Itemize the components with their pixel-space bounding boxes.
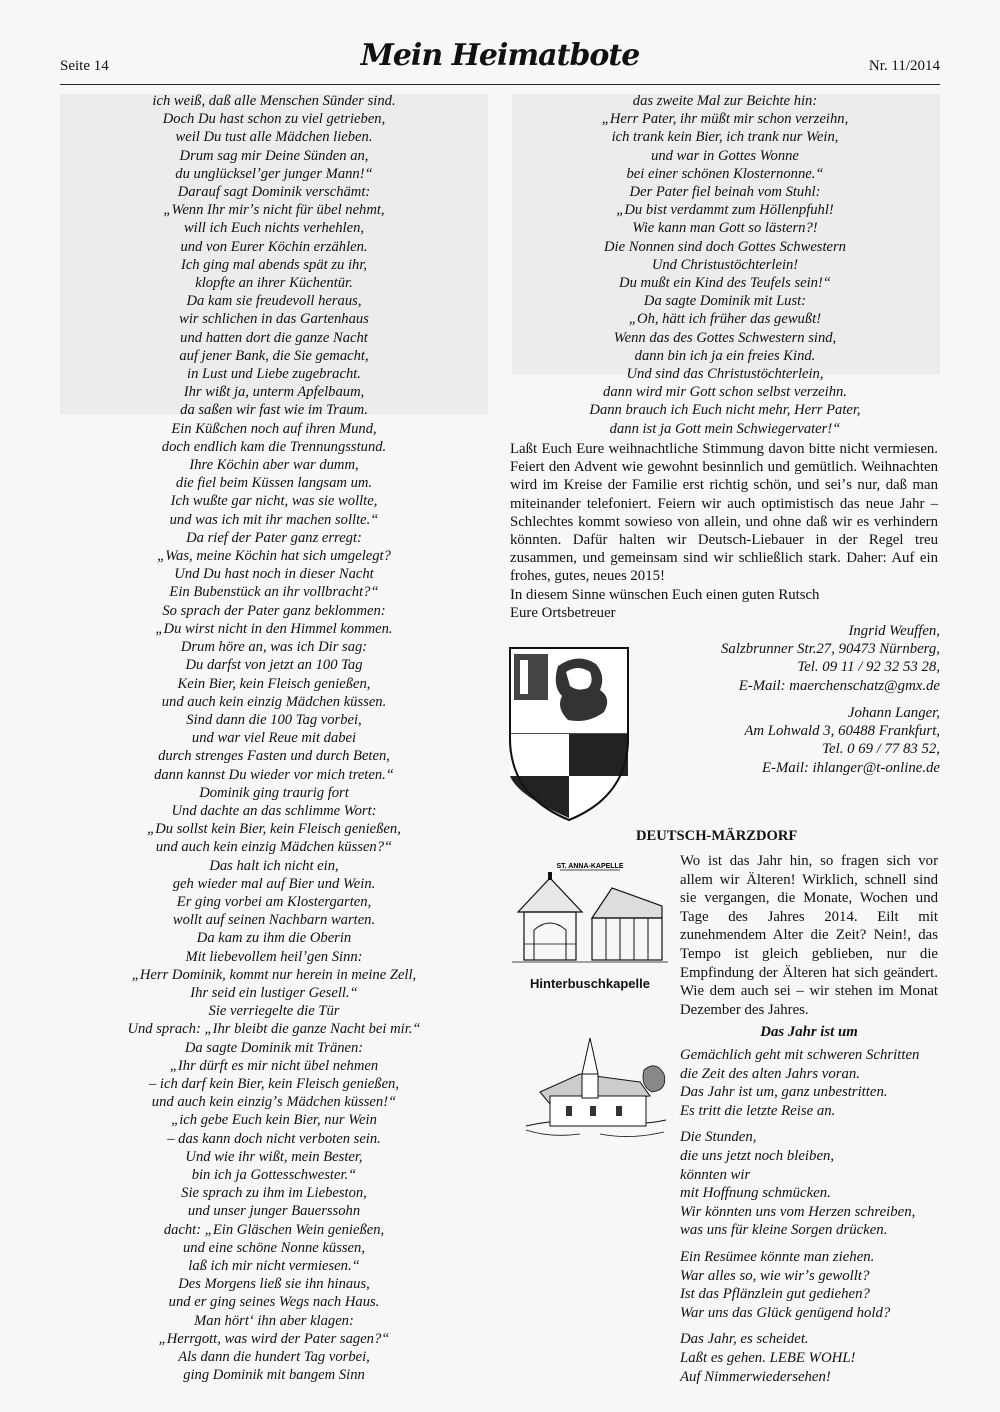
poem-line: mit Hoffnung schmücken.	[680, 1185, 831, 1202]
closing-paragraph	[510, 440, 938, 622]
poem-line: bei einer schönen Klosternonne.“	[626, 165, 824, 182]
poem-line: Ihr wißt ja, unterm Apfelbaum,	[183, 384, 365, 401]
stanza	[680, 1046, 940, 1120]
poem-line: Ein Küßchen noch auf ihren Mund,	[171, 420, 377, 437]
poem-line: Des Morgens ließ sie ihn hinaus,	[178, 1276, 370, 1293]
poem-right-column	[510, 92, 940, 438]
contact-block-1	[721, 622, 940, 695]
poem-line: weil Du tust alle Mädchen lieben.	[175, 129, 373, 146]
poem-line: was uns für kleine Sorgen drücken.	[680, 1222, 888, 1239]
poem-line: wir schlichen in das Gartenhaus	[179, 311, 369, 328]
poem-line: Und Christustöchterlein!	[651, 256, 799, 273]
poem-line: „ich gebe Euch kein Bier, nur Wein	[171, 1112, 377, 1129]
page-number: Seite 14	[60, 58, 109, 74]
section-lead: Wo ist das Jahr hin, so fragen sich vor allem wir Älteren! Wirklich, schnell sind sie vergangen, die Monate, Wochen und Tage des Jahres 2014. Eilt mit zunehmendem Alter die Zeit? Nein!, das Tempo ist gleich geblieben, nur die Empfindung der Älteren hat sich geändert. Wie dem auch sei – wir stehen im Monat Dezember des Jahres.	[680, 853, 938, 1018]
poem-line: Und Du hast noch in dieser Nacht	[174, 566, 374, 583]
poem-line: Die Nonnen sind doch Gottes Schwestern	[604, 238, 846, 255]
closing-signoff: Eure Ortsbetreuer	[510, 604, 616, 621]
poem-line: Kein Bier, kein Fleisch genießen,	[177, 675, 371, 692]
poem-line: auf jener Bank, die Sie gemacht,	[179, 347, 369, 364]
contact-email: E-Mail: ihlanger@t-online.de	[762, 759, 940, 776]
poem-line: Mit liebevollem heilʼgen Sinn:	[185, 948, 363, 965]
poem-line: Er ging vorbei am Klostergarten,	[176, 893, 372, 910]
poem-line: Als dann die hundert Tag vorbei,	[178, 1349, 370, 1366]
poem-line: Und dachte an das schlimme Wort:	[171, 802, 377, 819]
poem-line: Da kam sie freudevoll heraus,	[186, 293, 362, 310]
poem-line: Da rief der Pater ganz erregt:	[186, 529, 362, 546]
poem-line: dann kannst Du wieder vor mich treten.“	[154, 766, 394, 783]
poem-line: und auch kein einzig Mädchen küssen?“	[155, 839, 393, 856]
poem-line: und eine schöne Nonne küssen,	[183, 1239, 365, 1256]
poem-line: und auch kein einzig Mädchen küssen.	[161, 693, 387, 710]
poem-line: da saßen wir fast wie im Traum.	[180, 402, 368, 419]
poem-line: klopfte an ihrer Küchentür.	[195, 275, 353, 292]
poem-line: Sie sprach zu ihm im Liebeston,	[181, 1185, 367, 1202]
poem-line: und war in Gottes Wonne	[651, 147, 799, 164]
poem-line: und unser junger Bauerssohn	[187, 1203, 361, 1220]
poem-line: „Herr Dominik, kommt nur herein in meine Zell,	[131, 966, 417, 983]
poem-line: – ich darf kein Bier, kein Fleisch genießen,	[148, 1075, 400, 1092]
poem-left-column	[60, 92, 488, 1384]
poem-line: Das Jahr, es scheidet.	[680, 1331, 809, 1348]
poem-title: Das Jahr ist um	[760, 1024, 858, 1040]
closing-wish: In diesem Sinne wünschen Euch einen guten Rutsch	[510, 586, 820, 603]
poem-line: dann wird mir Gott schon selbst verzeihn.	[603, 384, 847, 401]
poem-line: Ich wußte gar nicht, was sie wollte,	[170, 493, 378, 510]
poem-line: Ein Resümee könnte man ziehen.	[680, 1248, 875, 1265]
stanza	[680, 1128, 940, 1240]
poem-line: Und sprach: „Ihr bleibt die ganze Nacht bei mir.“	[127, 1021, 421, 1038]
poem-line: „Was, meine Köchin hat sich umgelegt?	[157, 548, 391, 565]
poem-line: „Herrgott, was wird der Pater sagen?“	[158, 1330, 390, 1347]
coat-of-arms-icon	[508, 646, 630, 822]
poem-line: War alles so, wie wirʼs gewollt?	[680, 1267, 870, 1284]
poem-line: So sprach der Pater ganz beklommen:	[162, 602, 386, 619]
poem-line: dacht: „Ein Gläschen Wein genießen,	[163, 1221, 385, 1238]
contact-address: Am Lohwald 3, 60488 Frankfurt,	[744, 723, 940, 740]
poem-line: Da sagte Dominik mit Lust:	[643, 293, 807, 310]
poem-line: ich trank kein Bier, ich trank nur Wein,	[611, 129, 839, 146]
poem-line: du unglückselʼger junger Mann!“	[175, 165, 373, 182]
poem-line: „Oh, hätt ich früher das gewußt!	[628, 311, 822, 328]
church-sketch-icon	[520, 1030, 670, 1148]
poem-line: ging Dominik mit bangem Sinn	[183, 1367, 365, 1384]
poem-line: dann ist ja Gott mein Schwiegervater!“	[609, 420, 841, 437]
poem-line: Man hört‘ ihn aber klagen:	[194, 1312, 354, 1329]
poem-line: Das Jahr ist um, ganz unbestritten.	[680, 1084, 888, 1101]
poem-line: Gemächlich geht mit schweren Schritten	[680, 1047, 920, 1063]
poem-line: die fiel beim Küssen langsam um.	[175, 475, 373, 492]
poem-line: Da kam zu ihm die Oberin	[196, 930, 352, 947]
poem-line: Wir könnten uns vom Herzen schreiben,	[680, 1203, 916, 1220]
poem-line: Ein Bubenstück an ihr vollbracht?“	[169, 584, 379, 601]
poem-line: Und sind das Christustöchterlein,	[626, 366, 824, 383]
poem-line: „Ihr dürft es mir nicht übel nehmen	[169, 1057, 379, 1074]
poem-das-jahr-ist-um	[680, 1046, 940, 1394]
chapel-sign: ST. ANNA-KAPELLE	[556, 863, 624, 870]
poem-line: ich weiß, daß alle Menschen Sünder sind.	[152, 93, 396, 109]
issue-number: Nr. 11/2014	[868, 58, 940, 74]
closing-text: Laßt Euch Eure weihnachtliche Stimmung davon bitte nicht vermiesen. Feiert den Advent wie gewohnt besinnlich und gemütlich. Weihnachten wird im Kreise der Familie erst richtig schön, und seiʼs nur, daß man miteinander telefoniert. Feiern wir auch optimistisch das neue Jahr – Schlechtes kommt sowieso von allein, und ohne daß wir es verhindern könnten. Dafür halten wir Deutsch-Liebauer in der Regel treu zusammen, und gemeinsam sind wir schließlich stark. Daher: Auf ein frohes, gutes, neues 2015!	[510, 441, 938, 585]
poem-line: War uns das Glück genügend hold?	[680, 1304, 891, 1321]
poem-line: – das kann doch nicht verboten sein.	[167, 1130, 381, 1147]
poem-line: Und wie ihr wißt, mein Bester,	[185, 1148, 363, 1165]
poem-line: Doch Du hast schon zu viel getrieben,	[162, 111, 386, 128]
contact-name: Johann Langer,	[847, 705, 940, 721]
poem-line: durch strenges Fasten und durch Beten,	[158, 748, 390, 765]
poem-line: Du darfst von jetzt an 100 Tag	[185, 657, 363, 674]
poem-line: Drum sag mir Deine Sünden an,	[179, 147, 369, 164]
poem-line: Auf Nimmerwiedersehen!	[680, 1368, 831, 1385]
poem-line: und was ich mit ihr machen sollte.“	[169, 511, 379, 528]
page-header	[60, 38, 940, 85]
contact-email: E-Mail: maerchenschatz@gmx.de	[738, 677, 940, 694]
poem-line: Es tritt die letzte Reise an.	[680, 1102, 836, 1119]
contact-block-2	[744, 704, 940, 777]
masthead-title: Mein Heimatbote	[360, 38, 640, 73]
poem-line: dann bin ich ja ein freies Kind.	[634, 347, 816, 364]
poem-line: Ihr seid ein lustiger Gesell.“	[190, 984, 358, 1001]
poem-line: und er ging seines Wegs nach Haus.	[168, 1294, 380, 1311]
poem-line: wollt auf seinen Nachbarn warten.	[172, 912, 376, 929]
contact-phone: Tel. 09 11 / 92 32 53 28,	[797, 659, 940, 676]
poem-line: und war viel Reue mit dabei	[191, 730, 357, 747]
contact-phone: Tel. 0 69 / 77 83 52,	[822, 741, 940, 758]
contact-address: Salzbrunner Str.27, 90473 Nürnberg,	[721, 641, 940, 658]
poem-line: Sie verriegelte die Tür	[208, 1003, 340, 1020]
section-heading: DEUTSCH-MÄRZDORF	[636, 828, 798, 844]
poem-line: Der Pater fiel beinah vom Stuhl:	[629, 184, 821, 201]
poem-line: doch endlich kam die Trennungsstund.	[161, 438, 387, 455]
poem-line: bin ich ja Gottesschwester.“	[191, 1166, 357, 1183]
poem-line: Ich ging mal abends spät zu ihr,	[180, 256, 368, 273]
chapel-caption: Hinterbuschkapelle	[530, 976, 650, 991]
stanza	[680, 1248, 940, 1322]
poem-line: Dominik ging traurig fort	[199, 784, 349, 801]
contact-name: Ingrid Weuffen,	[848, 623, 940, 639]
poem-line: Ihre Köchin aber war dumm,	[189, 457, 359, 474]
poem-line: Du mußt ein Kind des Teufels sein!“	[619, 275, 831, 292]
poem-line: Drum höre an, was ich Dir sag:	[180, 639, 368, 656]
poem-line: Laßt es gehen. LEBE WOHL!	[680, 1349, 856, 1366]
poem-line: und auch kein einzigʼs Mädchen küssen!“	[151, 1094, 397, 1111]
poem-line: „Herr Pater, ihr müßt mir schon verzeihn,	[601, 111, 849, 128]
poem-line: das zweite Mal zur Beichte hin:	[632, 93, 818, 109]
poem-line: Darauf sagt Dominik verschämt:	[177, 184, 371, 201]
poem-line: Ist das Pflänzlein gut gediehen?	[680, 1286, 870, 1303]
poem-line: in Lust und Liebe zugebracht.	[187, 366, 361, 383]
poem-line: geh wieder mal auf Bier und Wein.	[172, 875, 376, 892]
poem-line: könnten wir	[680, 1166, 751, 1183]
poem-line: und hatten dort die ganze Nacht	[180, 329, 368, 346]
poem-line: Wie kann man Gott so lästern?!	[632, 220, 818, 237]
poem-line: und von Eurer Köchin erzählen.	[180, 238, 368, 255]
poem-line: „Wenn Ihr mirʼs nicht für übel nehmt,	[163, 202, 385, 219]
poem-line: laß ich mir nicht vermiesen.“	[188, 1258, 360, 1274]
poem-line: „Du bist verdammt zum Höllenpfuhl!	[616, 202, 834, 219]
poem-line: Das halt ich nicht ein,	[209, 857, 339, 874]
poem-line: will ich Euch nichts verhehlen,	[183, 220, 365, 237]
poem-line: die Zeit des alten Jahrs voran.	[680, 1065, 861, 1082]
poem-line: Wenn das des Gottes Schwestern sind,	[613, 329, 837, 346]
poem-line: Dann brauch ich Euch nicht mehr, Herr Pater,	[589, 402, 861, 419]
chapel-drawing-icon	[508, 858, 672, 974]
poem-line: „Du sollst kein Bier, kein Fleisch genießen,	[147, 821, 401, 838]
poem-line: „Du wirst nicht in den Himmel kommen.	[155, 620, 393, 637]
poem-line: die uns jetzt noch bleiben,	[680, 1147, 835, 1164]
poem-line: Die Stunden,	[680, 1129, 757, 1146]
stanza	[680, 1330, 940, 1386]
poem-line: Sind dann die 100 Tag vorbei,	[186, 711, 362, 728]
poem-line: Da sagte Dominik mit Tränen:	[184, 1039, 364, 1056]
